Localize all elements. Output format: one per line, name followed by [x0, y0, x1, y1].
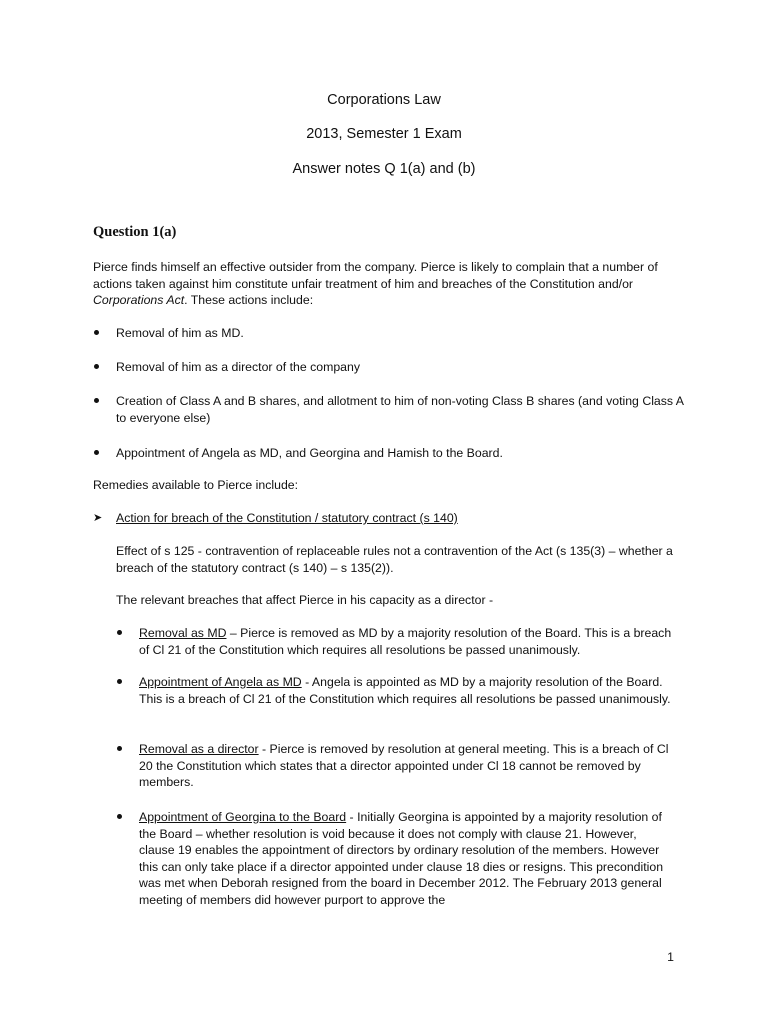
bullet-icon: [93, 393, 116, 410]
bullet-icon: [93, 325, 116, 342]
answer-notes-subtitle: Answer notes Q 1(a) and (b): [292, 161, 476, 177]
action-text: Appointment of Angela as MD, and Georgina and Hamish to the Board.: [116, 446, 503, 460]
intro-paragraph: [93, 259, 693, 309]
exam-subtitle: 2013, Semester 1 Exam: [306, 126, 462, 142]
effect-paragraph: Effect of s 125 - contravention of replaceable rules not a contravention of the Act (s 135(3) – whether a breach of the statutory contract (s 140) – s 135(2)).: [116, 544, 673, 575]
remedy-title: Action for breach of the Constitution / statutory contract (s 140): [116, 511, 458, 525]
breach-description: – Pierce is removed as MD by a majority resolution of the Board. This is a breach of Cl 21 of the Constitution which requires all resolutions be passed unanimously.: [139, 626, 672, 657]
breach-text: [139, 625, 674, 658]
intro-text-italic: Corporations Act: [93, 293, 185, 307]
intro-text-start: Pierce finds himself an effective outsider from the company. Pierce is likely to complain that a number of actions taken against him constitute unfair treatment of him and breaches of the Constitution and/or: [93, 260, 658, 291]
document-title: Corporations Law: [327, 92, 441, 108]
breach-label: Removal as a director: [139, 742, 259, 756]
breach-label: Removal as MD: [139, 626, 227, 640]
breach-text: [139, 674, 674, 707]
breaches-intro: The relevant breaches that affect Pierce in his capacity as a director -: [116, 593, 494, 607]
breach-text: [139, 809, 674, 908]
bullet-icon: [116, 625, 139, 642]
bullet-icon: [93, 359, 116, 376]
intro-text-end: . These actions include:: [184, 293, 314, 307]
breach-description: - Angela is appointed as MD by a majority resolution of the Board. This is a breach of Cl 21 of the Constitution which requires all resolutions be passed unanimously.: [139, 675, 671, 706]
breach-description: - Initially Georgina is appointed by a majority resolution of the Board – whether resolution is void because it does not comply with clause 21. However, clause 19 enables the appointment of directors by ordinary resolution of the members. However this can only take place if a director appointed under clause 18 dies or resigns. This precondition was met when Deborah resigned from the board in December 2012. The February 2013 general meeting of members did however purport to approve the: [139, 810, 664, 907]
bullet-icon: [116, 674, 139, 691]
breach-text: [139, 741, 674, 791]
bullet-icon: [116, 809, 139, 826]
bullet-icon: [116, 741, 139, 758]
arrow-bullet-icon: ➤: [93, 512, 103, 524]
action-text: Creation of Class A and B shares, and allotment to him of non-voting Class B shares (and voting Class A to everyone else): [116, 394, 684, 425]
breach-label: Appointment of Angela as MD: [139, 675, 302, 689]
breach-label: Appointment of Georgina to the Board: [139, 810, 347, 824]
question-heading: Question 1(a): [93, 224, 177, 240]
action-text: Removal of him as MD.: [116, 326, 244, 340]
breach-description: - Pierce is removed by resolution at general meeting. This is a breach of Cl 20 the Constitution which states that a director appointed under Cl 18 cannot be removed by members.: [139, 742, 669, 789]
bullet-icon: [93, 445, 116, 462]
action-text: Removal of him as a director of the company: [116, 360, 360, 374]
page-number: 1: [667, 950, 674, 964]
remedies-intro: Remedies available to Pierce include:: [93, 478, 299, 492]
